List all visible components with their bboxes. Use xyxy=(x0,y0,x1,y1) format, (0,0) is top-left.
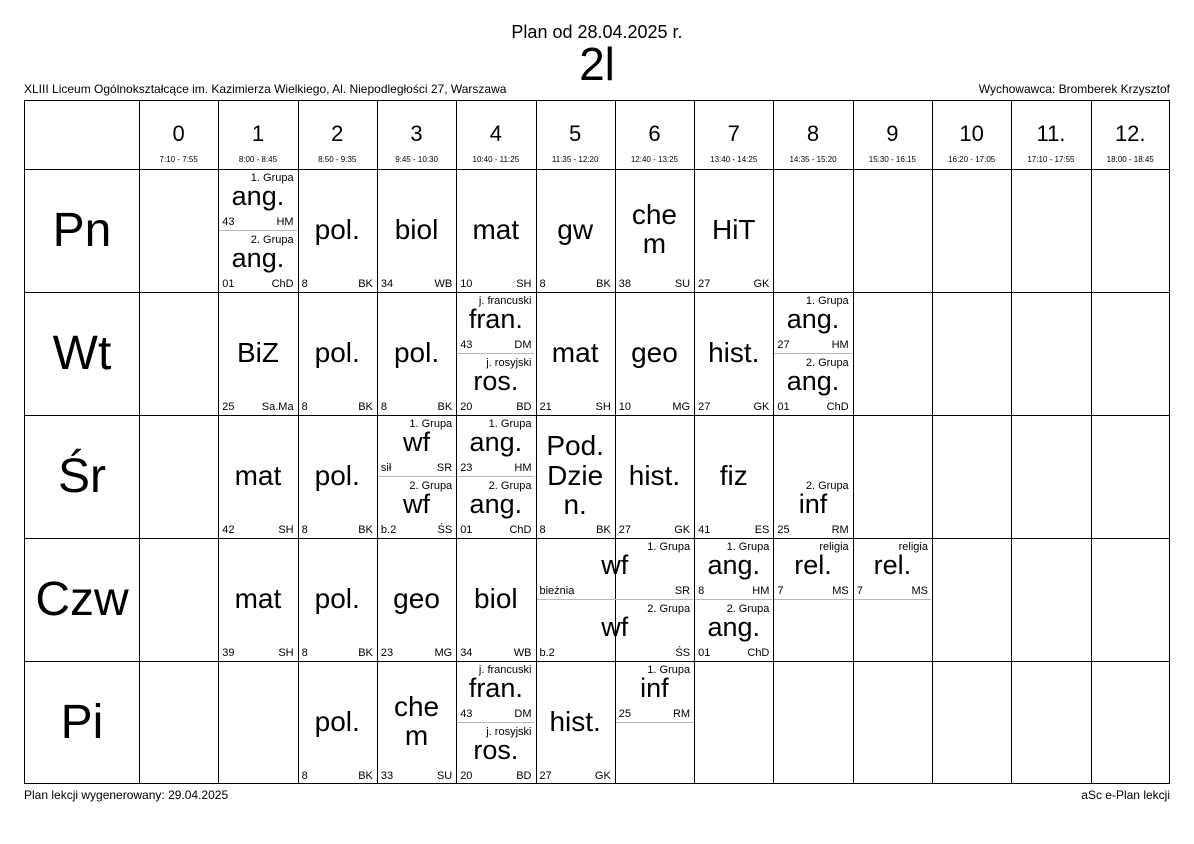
lesson-subject: hist. xyxy=(708,336,760,368)
lesson-group: religia xyxy=(898,541,928,553)
lesson-cell[interactable] xyxy=(378,293,455,415)
lesson-cell[interactable] xyxy=(537,170,614,292)
lesson-cell[interactable] xyxy=(457,355,534,416)
lesson-teacher: DM xyxy=(514,707,532,720)
lesson-teacher: SH xyxy=(278,647,294,659)
lesson-cell[interactable] xyxy=(378,416,455,477)
lesson-cell[interactable] xyxy=(299,662,376,784)
day-name: Czw xyxy=(35,573,129,626)
lesson-subject: ang. xyxy=(786,365,840,396)
lesson-group: 1. Grupa xyxy=(726,541,770,553)
lesson-group: 1. Grupa xyxy=(488,418,532,430)
lesson-room: 20 xyxy=(460,401,473,413)
generated-date: Plan lekcji wygenerowany: 29.04.2025 xyxy=(24,788,229,802)
lesson-room: 7 xyxy=(777,584,784,597)
lesson-teacher: SR xyxy=(674,584,691,597)
lesson-cell[interactable] xyxy=(457,724,534,785)
lesson-subject: BiZ xyxy=(236,336,279,368)
lesson-subject: fran. xyxy=(468,673,523,703)
lesson-subject: biol xyxy=(394,213,439,245)
lesson-room: 42 xyxy=(222,524,235,536)
lesson-room: 10 xyxy=(618,401,632,413)
lesson-subject: biol xyxy=(474,582,518,614)
lesson-room: 7 xyxy=(856,584,863,597)
page-header xyxy=(0,0,1194,100)
lesson-cell[interactable] xyxy=(219,416,296,538)
lesson-cell[interactable] xyxy=(616,293,693,415)
lesson-group: 1. Grupa xyxy=(647,664,691,676)
lesson-teacher: RM xyxy=(831,524,849,536)
lesson-subject: ang. xyxy=(707,550,761,580)
lesson-cell[interactable] xyxy=(695,170,772,292)
lesson-cell[interactable] xyxy=(537,539,694,600)
lesson-teacher: SU xyxy=(674,278,691,290)
lesson-subject: mat xyxy=(234,459,282,491)
grid-vline xyxy=(1011,101,1012,783)
lesson-room: 27 xyxy=(777,338,790,351)
lesson-teacher: BD xyxy=(516,401,532,413)
lesson-subject: ang. xyxy=(786,304,840,334)
lesson-teacher: SH xyxy=(516,278,532,290)
timetable-grid xyxy=(24,100,1170,784)
lesson-subject: che m xyxy=(393,691,440,752)
lesson-room: 27 xyxy=(539,770,552,782)
lesson-room: 27 xyxy=(698,278,711,290)
lesson-cell[interactable] xyxy=(774,478,851,539)
lesson-cell[interactable] xyxy=(299,539,376,661)
lesson-cell[interactable] xyxy=(219,170,296,231)
lesson-cell[interactable] xyxy=(695,601,772,662)
lesson-group: j. francuski xyxy=(478,664,532,676)
lesson-group: 2. Grupa xyxy=(488,479,532,492)
lesson-teacher: BD xyxy=(516,770,532,782)
lesson-room: 34 xyxy=(380,278,394,290)
lesson-cell[interactable] xyxy=(219,232,296,293)
lesson-subject: ang. xyxy=(469,488,523,519)
period-number: 11. xyxy=(1036,121,1066,146)
lesson-cell[interactable] xyxy=(854,539,931,600)
lesson-room: bieżnia xyxy=(539,584,575,597)
period-number: 3 xyxy=(410,121,423,146)
lesson-group: 2. Grupa xyxy=(805,356,849,369)
lesson-room: 01 xyxy=(698,647,711,659)
lesson-cell[interactable] xyxy=(537,293,614,415)
lesson-room: 38 xyxy=(618,278,632,290)
lesson-room: 8 xyxy=(301,401,308,413)
lesson-room: 20 xyxy=(460,770,473,782)
lesson-cell[interactable] xyxy=(457,170,534,292)
lesson-room: 33 xyxy=(380,770,394,782)
lesson-room: 8 xyxy=(301,278,308,290)
lesson-subject: pol. xyxy=(393,336,440,368)
lesson-subject: pol. xyxy=(314,213,360,245)
lesson-room: 8 xyxy=(539,524,546,536)
lesson-cell[interactable] xyxy=(695,539,772,600)
period-number: 2 xyxy=(331,121,344,146)
lesson-teacher: WB xyxy=(513,647,532,659)
lesson-room: 27 xyxy=(698,401,711,413)
lesson-teacher: BK xyxy=(358,278,373,290)
lesson-group: 1. Grupa xyxy=(647,541,691,553)
lesson-room: 39 xyxy=(222,647,235,659)
lesson-room: sił xyxy=(380,461,392,474)
period-time: 16:20 - 17:05 xyxy=(948,155,996,164)
lesson-cell[interactable] xyxy=(457,293,534,354)
lesson-subject: gw xyxy=(557,213,594,245)
lesson-cell[interactable] xyxy=(457,662,534,723)
period-number: 1 xyxy=(251,121,265,146)
lesson-teacher: ES xyxy=(754,524,770,536)
lesson-teacher: GK xyxy=(753,401,770,413)
lesson-subject: geo xyxy=(631,336,678,368)
lesson-subject: wf xyxy=(403,488,431,519)
lesson-cell[interactable] xyxy=(299,293,376,415)
lesson-cell[interactable] xyxy=(695,293,772,415)
lesson-room: 43 xyxy=(460,338,473,351)
lesson-teacher: HM xyxy=(831,338,849,351)
period-number: 12. xyxy=(1114,121,1146,146)
lesson-teacher: SU xyxy=(436,770,453,782)
lesson-teacher: MS xyxy=(832,584,849,597)
plan-date: Plan od 28.04.2025 r. xyxy=(511,22,683,42)
lesson-teacher: WB xyxy=(434,278,453,290)
grid-vline xyxy=(773,101,774,783)
lesson-room: 43 xyxy=(222,215,235,228)
lesson-teacher: ŚS xyxy=(437,524,453,536)
lesson-group: 2. Grupa xyxy=(250,233,294,246)
lesson-cell[interactable] xyxy=(457,539,534,661)
lesson-group: 1. Grupa xyxy=(250,172,294,184)
lesson-teacher: BK xyxy=(358,401,373,413)
grid-vline xyxy=(1091,101,1092,783)
lesson-room: b.2 xyxy=(539,647,555,659)
lesson-subject: wf xyxy=(403,427,431,457)
lesson-subject: inf xyxy=(640,673,669,703)
lesson-room: 8 xyxy=(539,278,546,290)
lesson-cell[interactable] xyxy=(774,355,851,416)
lesson-teacher: BK xyxy=(358,647,373,659)
lesson-teacher: RM xyxy=(672,707,691,720)
lesson-room: 8 xyxy=(301,770,308,782)
lesson-room: 43 xyxy=(460,707,473,720)
lesson-subject: pol. xyxy=(314,336,360,368)
lesson-cell[interactable] xyxy=(774,539,851,600)
lesson-cell[interactable] xyxy=(378,478,455,539)
lesson-room: 25 xyxy=(618,707,632,720)
lesson-subject: che m xyxy=(631,199,678,260)
lesson-group: religia xyxy=(819,541,849,553)
grid-vline xyxy=(139,101,140,783)
lesson-room: 25 xyxy=(777,524,790,536)
lesson-cell[interactable] xyxy=(774,293,851,354)
lesson-group: 2. Grupa xyxy=(805,479,849,492)
lesson-teacher: ChD xyxy=(826,401,849,413)
lesson-cell[interactable] xyxy=(457,416,534,477)
lesson-subject: pol. xyxy=(314,705,360,737)
lesson-teacher: BK xyxy=(596,524,611,536)
lesson-subject: HiT xyxy=(711,213,756,245)
lesson-subject: mat xyxy=(234,582,282,614)
period-time: 13:40 - 14:25 xyxy=(710,155,758,164)
period-time: 17:10 - 17:55 xyxy=(1027,155,1075,164)
lesson-teacher: Sa.Ma xyxy=(261,401,294,413)
lesson-subject: ang. xyxy=(231,181,285,211)
lesson-subject: pol. xyxy=(314,459,360,491)
lesson-teacher: GK xyxy=(674,524,691,536)
lesson-room: 01 xyxy=(460,524,473,536)
period-time: 8:50 - 9:35 xyxy=(318,155,357,164)
lesson-teacher: HM xyxy=(276,215,294,228)
period-number: 10 xyxy=(959,121,984,146)
lesson-subject: fiz xyxy=(719,459,748,491)
lesson-room: b.2 xyxy=(380,524,397,536)
lesson-subject: hist. xyxy=(549,705,601,737)
period-number: 0 xyxy=(172,121,185,146)
lesson-teacher: ChD xyxy=(271,278,294,290)
lesson-room: 21 xyxy=(539,401,552,413)
lesson-cell[interactable] xyxy=(219,293,296,415)
lesson-room: 01 xyxy=(777,401,790,413)
lesson-subject: pol. xyxy=(314,582,360,614)
period-time: 12:40 - 13:25 xyxy=(630,155,679,164)
lesson-subject: ang. xyxy=(231,242,285,273)
lesson-subject: mat xyxy=(472,213,520,245)
lesson-group: 2. Grupa xyxy=(726,602,770,615)
lesson-cell[interactable] xyxy=(378,539,455,661)
lesson-room: 23 xyxy=(380,647,394,659)
lesson-teacher: BK xyxy=(358,770,373,782)
period-time: 7:10 - 7:55 xyxy=(159,155,198,164)
lesson-cell[interactable] xyxy=(616,662,693,723)
lesson-subject: ros. xyxy=(473,365,519,396)
lesson-teacher: GK xyxy=(594,770,611,782)
grid-vline xyxy=(932,101,933,783)
period-time: 8:00 - 8:45 xyxy=(238,155,278,164)
lesson-teacher: ŚS xyxy=(675,647,691,659)
period-number: 4 xyxy=(489,121,502,146)
period-number: 9 xyxy=(886,121,899,146)
lesson-teacher: SR xyxy=(436,461,453,474)
lesson-teacher: MG xyxy=(672,401,691,413)
lesson-teacher: HM xyxy=(514,461,532,474)
lesson-teacher: SH xyxy=(278,524,294,536)
school-name: XLIII Liceum Ogólnokształcące im. Kazimierza Wielkiego, Al. Niepodległości 27, Warszawa xyxy=(24,82,507,96)
lesson-teacher: MG xyxy=(434,647,453,659)
lesson-subject: ros. xyxy=(473,734,519,765)
lesson-subject: mat xyxy=(551,336,599,368)
lesson-cell[interactable] xyxy=(616,416,693,538)
lesson-group: 1. Grupa xyxy=(805,295,849,307)
lesson-cell[interactable] xyxy=(299,170,376,292)
lesson-teacher: BK xyxy=(437,401,453,413)
lesson-group: 2. Grupa xyxy=(647,602,691,615)
lesson-subject: rel. xyxy=(794,550,832,580)
lesson-cell[interactable] xyxy=(537,416,614,538)
lesson-room: 25 xyxy=(222,401,235,413)
grid-vline xyxy=(853,101,854,783)
lesson-subject: Pod. Dzie n. xyxy=(546,430,604,521)
lesson-group: 2. Grupa xyxy=(409,479,453,492)
period-time: 18:00 - 18:45 xyxy=(1106,155,1154,164)
lesson-cell[interactable] xyxy=(219,539,296,661)
lesson-teacher: HM xyxy=(752,584,770,597)
period-number: 6 xyxy=(648,121,661,146)
lesson-teacher: ChD xyxy=(747,647,770,659)
lesson-teacher: DM xyxy=(514,338,532,351)
lesson-group: j. rosyjski xyxy=(486,725,532,738)
lesson-cell[interactable] xyxy=(537,662,614,784)
period-time: 10:40 - 11:25 xyxy=(472,155,520,164)
period-time: 11:35 - 12:20 xyxy=(551,155,599,164)
lesson-subject: ang. xyxy=(707,611,761,642)
lesson-group: j. rosyjski xyxy=(486,356,532,369)
lesson-room: 34 xyxy=(460,647,473,659)
day-name: Pi xyxy=(60,696,104,749)
class-name: 2l xyxy=(579,38,615,90)
lesson-room: 10 xyxy=(460,278,473,290)
lesson-group: 1. Grupa xyxy=(409,418,453,430)
lesson-room: 23 xyxy=(460,461,473,474)
lesson-cell[interactable] xyxy=(537,601,694,662)
lesson-room: 8 xyxy=(698,584,705,597)
lesson-subject: rel. xyxy=(873,550,912,580)
period-number: 7 xyxy=(727,121,740,146)
period-time: 14:35 - 15:20 xyxy=(789,155,837,164)
lesson-subject: fran. xyxy=(468,304,523,334)
lesson-subject: wf xyxy=(601,550,629,580)
period-number: 5 xyxy=(569,121,582,146)
lesson-subject: geo xyxy=(393,582,440,614)
lesson-teacher: BK xyxy=(358,524,373,536)
period-number: 8 xyxy=(806,121,820,146)
lesson-cell[interactable] xyxy=(299,416,376,538)
lesson-teacher: ChD xyxy=(509,524,532,536)
lesson-room: 8 xyxy=(301,524,308,536)
lesson-subject: hist. xyxy=(628,459,681,491)
lesson-teacher: SH xyxy=(595,401,611,413)
lesson-cell[interactable] xyxy=(378,662,455,784)
app-name: aSc e-Plan lekcji xyxy=(1081,788,1170,802)
lesson-room: 8 xyxy=(380,401,388,413)
lesson-cell[interactable] xyxy=(616,170,693,292)
lesson-room: 41 xyxy=(698,524,711,536)
lesson-teacher: MS xyxy=(911,584,928,597)
day-name: Śr xyxy=(58,450,106,503)
lesson-subject: inf xyxy=(798,488,828,519)
day-name: Wt xyxy=(52,327,112,380)
lesson-room: 01 xyxy=(222,278,235,290)
lesson-teacher: BK xyxy=(596,278,611,290)
period-time: 15:30 - 16:15 xyxy=(868,155,916,164)
lesson-cell[interactable] xyxy=(695,416,772,538)
lesson-teacher: GK xyxy=(753,278,770,290)
day-name: Pn xyxy=(52,204,112,257)
lesson-subject: wf xyxy=(601,611,629,642)
lesson-subject: ang. xyxy=(469,427,523,457)
lesson-room: 8 xyxy=(301,647,308,659)
period-time: 9:45 - 10:30 xyxy=(395,155,438,164)
homeroom-teacher: Wychowawca: Bromberek Krzysztof xyxy=(978,82,1170,96)
lesson-cell[interactable] xyxy=(378,170,455,292)
lesson-group: j. francuski xyxy=(478,295,532,307)
lesson-cell[interactable] xyxy=(457,478,534,539)
lesson-room: 27 xyxy=(618,524,632,536)
